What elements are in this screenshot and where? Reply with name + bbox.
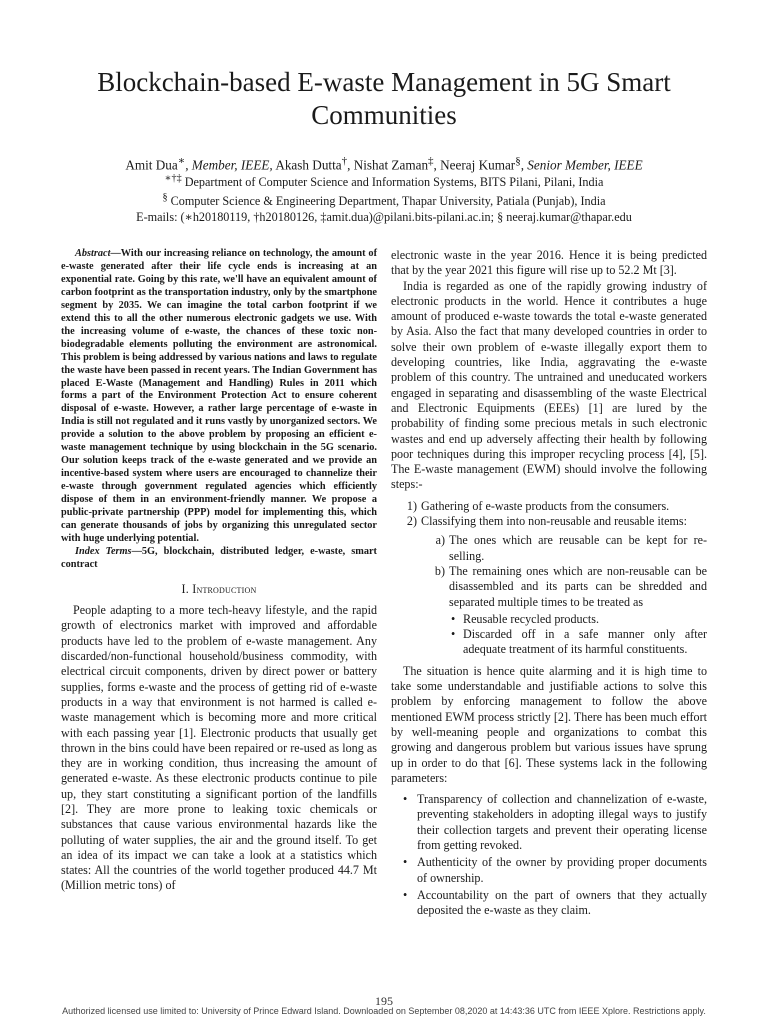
author-mark: ‡ xyxy=(428,155,434,167)
affiliation-mark: § xyxy=(162,192,168,204)
list-text: Reusable recycled products. xyxy=(463,611,600,626)
bullet-icon: • xyxy=(403,855,408,870)
sub-steps-list xyxy=(391,533,707,609)
section-heading xyxy=(61,582,377,597)
list-text: Classifying them into non-reusable and reusable items: xyxy=(421,514,688,529)
author-mark: † xyxy=(341,155,348,167)
author-name: Akash Dutta xyxy=(275,157,342,173)
list-text: The ones which are reusable can be kept for re-selling. xyxy=(449,533,707,563)
bullet-icon: • xyxy=(403,887,408,902)
bullet-icon: • xyxy=(451,627,456,642)
list-item xyxy=(391,499,707,514)
bullet-icon: • xyxy=(403,792,408,807)
body-paragraph: The situation is hence quite alarming and it is high time to take some understandable and justifiable actions to solve this problem by enforcing management to follow the above mentioned EWM process strictly [2]. There has been much effort by well-meaning people and organizations to combat this growing and dangerous problem but various issues have sprung up in order to do that [6]. These systems lack in the following parameters: xyxy=(391,663,707,785)
author-list: Amit Dua∗, Member, IEEE, Akash Dutta†, Nishat Zaman‡, Neeraj Kumar§, Senior Member, IEEE xyxy=(125,155,643,173)
parameters-list xyxy=(391,792,707,918)
section-title: Introduction xyxy=(192,581,257,596)
ewm-steps-list xyxy=(391,499,707,530)
list-number: b) xyxy=(434,563,445,578)
list-number: 1) xyxy=(406,498,417,513)
list-item xyxy=(391,792,707,853)
affiliation-mark: ∗†‡ xyxy=(164,173,182,184)
body-paragraph: India is regarded as one of the rapidly growing industry of electronic products in the world. Hence it contributes a huge amount of produced e-waste towards the total e-waste generated by Asia. Also the fact that many developed countries in order to solve their own problem of e-waste illegally export them to developing countries, like India, aggravating the e-waste problem of this country. The untrained and uneducated workers engaged in separating and disassembling of the waste Electrical and Electronic Equipments (EEEs) [1] are lured by the probability of finding some precious metals in such electronic wastes and end up adversely affecting their health by following poor techniques during this improper recycling process [4], [5]. The E-waste management (EWM) should involve the following steps:- xyxy=(391,278,707,492)
list-text: The remaining ones which are non-reusable can be disassembled and its parts can be shredded and separated multiple times to be treated as xyxy=(449,563,707,609)
affiliation-text: Computer Science & Engineering Department, Thapar University, Patiala (Punjab), India xyxy=(170,194,606,209)
list-item xyxy=(391,533,707,564)
author-name: Amit Dua xyxy=(125,157,178,173)
list-number: a) xyxy=(435,533,445,548)
paper-title: Blockchain-based E-waste Management in 5G Smart Communities xyxy=(97,67,671,130)
section-numeral: I. xyxy=(181,581,193,596)
page-number: 195 xyxy=(375,994,393,1008)
affiliation-text: Department of Computer Science and Information Systems, BITS Pilani, Pilani, India xyxy=(184,175,604,190)
index-terms-lead: Index Terms xyxy=(75,545,132,557)
list-item xyxy=(391,627,707,658)
author-mark: ∗ xyxy=(177,155,186,167)
affiliation-line xyxy=(40,190,728,209)
list-item xyxy=(391,514,707,529)
list-text: Transparency of collection and channelization of e-waste, preventing stakeholders in adopting illegal ways to justify their collection targets and prevent their operating license from getting revoked. xyxy=(417,792,707,852)
list-item xyxy=(391,564,707,610)
treatment-bullets xyxy=(391,612,707,658)
continued-paragraph: electronic waste in the year 2016. Hence it is being predicted that by the year 2021 this figure will rise up to 52.2 Mt [3]. xyxy=(391,248,707,278)
intro-paragraph: People adapting to a more tech-heavy lifestyle, and the rapid growth of electronics market with improved and affordable products have led to the problem of e-waste management. Any discarded/non-functional household/business commodity, with electrical circuit components, driven by direct power or battery supplies, forms e-waste and the process of getting rid of e-waste products in a way that environment is not harmed is called e-waste management which is becoming more and more critical with each passing year [1]. Electronic products that usually get thrown in the bins could have been repaired or re-used as long as they are in working condition, thus increasing the amount of generated e-waste. As these electronic products continue to pile up, they start constituting a significant portion of the landfills [2]. They are more prone to leaking toxic chemicals or substances that cause various environmental hazards like the polluting of water supplies, the air and the ground itself. To get an idea of its impact we can take a look at a statistics which states: All the countries of the world together produced 44.7 Mt (Million metric tons) of xyxy=(61,603,377,893)
affiliation-line xyxy=(40,171,728,190)
author-name: Nishat Zaman xyxy=(353,157,429,173)
author-role: Member, IEEE, xyxy=(191,157,273,173)
list-number: 2) xyxy=(406,514,417,529)
list-item xyxy=(391,855,707,886)
list-text: Gathering of e-waste products from the consumers. xyxy=(421,498,670,513)
list-item xyxy=(391,888,707,919)
list-item xyxy=(391,612,707,627)
author-mark: § xyxy=(515,155,521,167)
left-column xyxy=(61,248,377,894)
list-text: Discarded off in a safe manner only after adequate treatment of its harmful constituents. xyxy=(463,627,707,657)
bullet-icon: • xyxy=(451,611,456,626)
abstract xyxy=(61,248,377,546)
author-name: Neeraj Kumar xyxy=(440,157,516,173)
author-role: Senior Member, IEEE xyxy=(527,157,643,173)
abstract-text: —With our increasing reliance on technology, the amount of e-waste generated after their life cycle ends is increasing at an exponential rate. Going by this rate, we'll have an equivalent amount of carbon footprint as the transportation industry, only by the smartphone segment by 2035. We can imagine the total carbon footprint if we extend this to all the other numerous electronic gadgets we use. With the increasing volume of e-waste, the chances of these toxic non-biodegradable elements polluting the environment are astronomical. This problem is being addressed by various nations and laws to regulate the waste have been passed in recent years. The Indian Government has placed E-Waste (Management and Handling) Rules in 2011 which forms a part of the Environment Protection Act to ensure coherent disposal of e-waste. However, a rather large percentage of e-waste in India is still not regulated and it runs vastly by unorganized sectors. We provide a solution to the above problem by proposing an efficient e-waste management technique by using blockchain in the 5G scenario. Our solution keeps track of the e-waste generated and we provide an incentive-based system where users are encouraged to channelize their e-waste through government regulated agencies which efficiently dispose of them in an environment-friendly manner. We propose a public-private partnership (PPP) model for implementing this, which can generate thousands of jobs by organizing this unregulated sector with huge underlying potential. xyxy=(61,248,377,544)
list-text: Accountability on the part of owners that they actually deposited the e-waste as they claim. xyxy=(417,887,707,918)
affiliations xyxy=(40,171,728,225)
right-column xyxy=(391,248,707,920)
index-terms xyxy=(61,546,377,572)
email-line: E-mails: (∗h20180119, †h20180126, ‡amit.dua)@pilani.bits-pilani.ac.in; § neeraj.kumar@thapar.edu xyxy=(136,210,632,225)
index-terms-text: —5G, blockchain, distributed ledger, e-waste, smart contract xyxy=(61,545,377,570)
license-footer: Authorized licensed use limited to: University of Prince Edward Island. Downloaded on September 08,2020 at 14:43:36 UTC from IEEE Xplore. Restrictions apply. xyxy=(62,1006,706,1016)
list-text: Authenticity of the owner by providing proper documents of ownership. xyxy=(417,855,707,885)
abstract-lead: Abstract xyxy=(75,248,111,259)
